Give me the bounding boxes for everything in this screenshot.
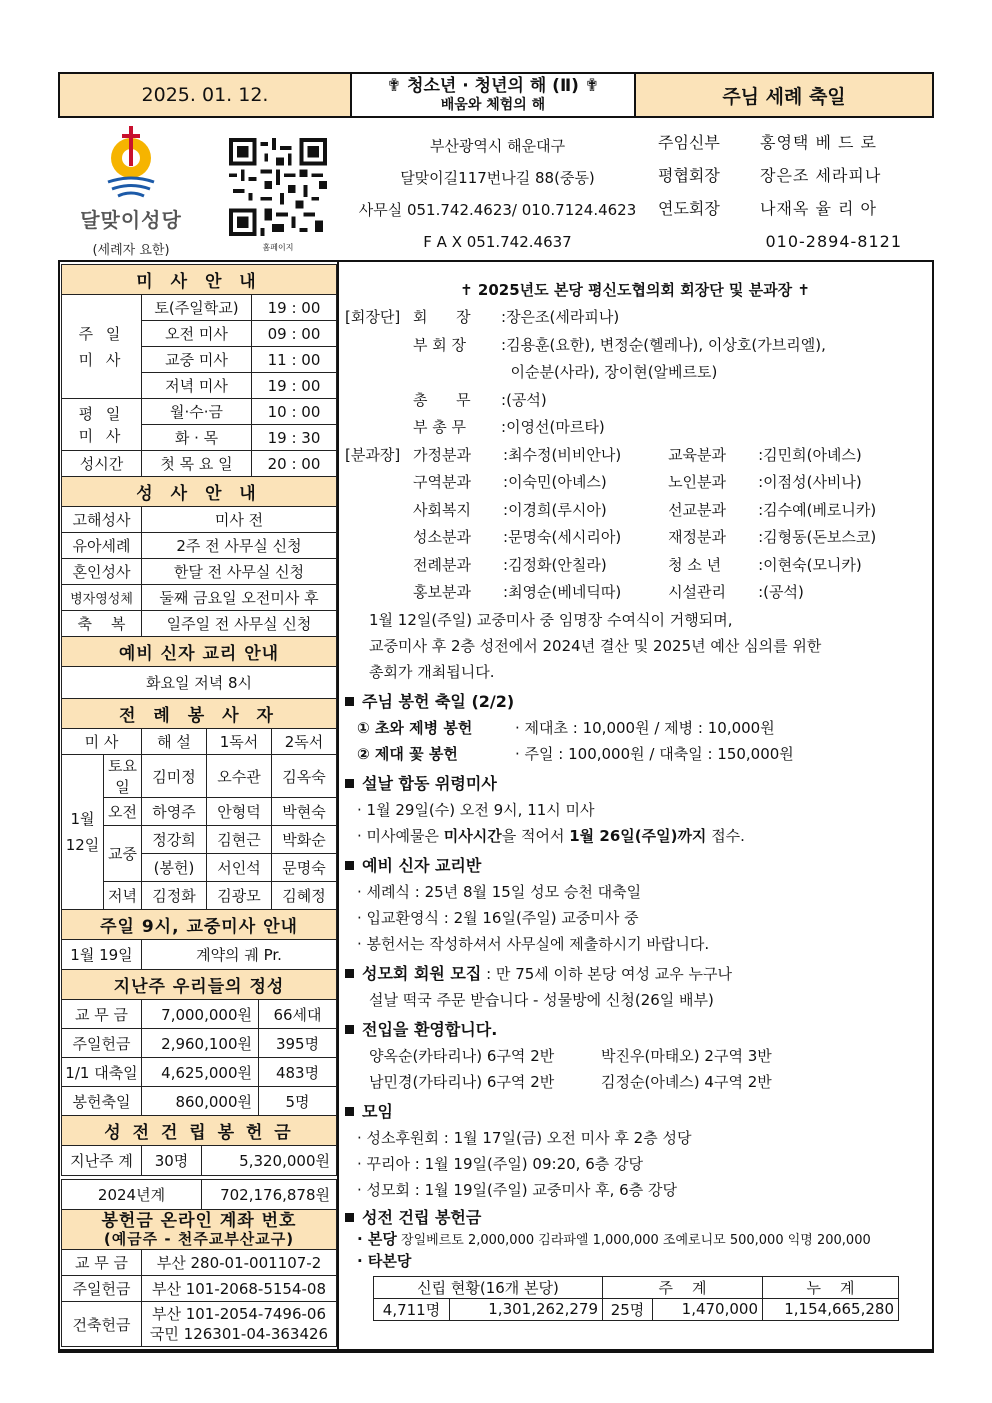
account-number[interactable]: 부산 101-2054-7496-06 bbox=[151, 1305, 327, 1323]
mass-time: 09 : 00 bbox=[252, 321, 337, 347]
div-name: 사회복지 bbox=[413, 500, 471, 519]
exec-role: 회 장 bbox=[413, 308, 471, 326]
div-name: 성소분과 bbox=[413, 528, 471, 546]
offering-kind: 주일헌금 bbox=[62, 1029, 142, 1058]
staff-name: 나재옥 율 리 아 bbox=[760, 199, 877, 218]
div-head: (공석) bbox=[763, 583, 804, 601]
stat-header: 누 계 bbox=[763, 1276, 899, 1298]
offering-kind: 교 무 금 bbox=[62, 1000, 142, 1029]
div-head: 이현숙(모니카) bbox=[763, 555, 862, 574]
div-name: 교육분과 bbox=[668, 445, 727, 464]
liturgy-header: 해 설 bbox=[142, 729, 207, 755]
meeting-item: · 꾸리아 : 1월 19일(주일) 09:20, 6층 강당 bbox=[357, 1154, 643, 1173]
welcome-heading bbox=[345, 1017, 925, 1043]
building-offering-title: 성전 건립 봉헌금 bbox=[362, 1207, 482, 1227]
parish-address bbox=[350, 130, 645, 258]
div-head: 김수예(베로니카) bbox=[763, 500, 877, 519]
sacrament-info: 둘째 금요일 오전미사 후 bbox=[142, 585, 337, 611]
year-theme bbox=[352, 74, 636, 116]
liturgy-header: 1독서 bbox=[207, 729, 272, 755]
building-fund-table bbox=[61, 1115, 337, 1176]
sacrament-info: 2주 전 사무실 신청 bbox=[142, 533, 337, 559]
left-column bbox=[61, 264, 337, 1347]
square-bullet-icon bbox=[345, 861, 354, 870]
sacrament-info: 미사 전 bbox=[142, 507, 337, 533]
exec-name: 이순분(사라), 장이현(알베르토) bbox=[510, 363, 718, 381]
theme-subtitle: 배움와 체험의 해 bbox=[440, 97, 546, 113]
offering-table bbox=[61, 969, 337, 1116]
account-table bbox=[61, 1209, 337, 1347]
sacrament-title: 성 사 안 내 bbox=[62, 477, 337, 507]
mass-title: 미 사 안 내 bbox=[62, 265, 337, 295]
liturgy-reader1: 안형덕 bbox=[207, 798, 272, 826]
div-head: 김형동(돈보스코) bbox=[763, 528, 877, 546]
offering-kind: 1/1 대축일 bbox=[62, 1058, 142, 1087]
stat-value: 1,154,665,280 bbox=[763, 1298, 899, 1320]
holy-hour-label: 성시간 bbox=[62, 451, 142, 477]
parish-staff bbox=[658, 126, 908, 258]
sacrament-name: 병자영성체 bbox=[62, 585, 142, 611]
other-parish-label: · 타본당 bbox=[357, 1251, 412, 1270]
liturgy-commentator: 정강희 bbox=[142, 826, 207, 854]
theme-title: ✟ 청소년 · 청년의 해 (Ⅱ) ✟ bbox=[386, 76, 600, 96]
liturgy-reader2: 김혜정 bbox=[272, 882, 337, 910]
offering-amount: 7,000,000원 bbox=[142, 1000, 259, 1029]
offering-count: 395명 bbox=[259, 1029, 337, 1058]
feast-name: 주님 세례 축일 bbox=[722, 85, 846, 108]
square-bullet-icon bbox=[345, 697, 354, 706]
exec-tag: [회장단] bbox=[345, 308, 401, 326]
liturgy-mass: 교중 bbox=[104, 826, 142, 882]
column-divider bbox=[337, 262, 339, 1351]
div-name: 전례분과 bbox=[413, 555, 471, 574]
office-phone: 사무실 051.742.4623/ 010.7124.4623 bbox=[358, 201, 637, 219]
feast-offering-title: 주님 봉헌 축일 (2/2) bbox=[362, 691, 515, 711]
bottom-rule bbox=[58, 1349, 934, 1351]
liturgy-commentator: 김미정 bbox=[142, 755, 207, 798]
address-line1: 부산광역시 해운대구 bbox=[429, 137, 566, 155]
square-bullet-icon bbox=[345, 969, 354, 978]
catechumen-class-title: 예비 신자 교리반 bbox=[362, 855, 482, 875]
staff-role: 주임신부 bbox=[658, 133, 720, 152]
account-kind: 주일헌금 bbox=[62, 1276, 142, 1302]
account-title: 봉헌금 온라인 계좌 번호 bbox=[101, 1210, 297, 1231]
mass-name: 토(주일학교) bbox=[142, 295, 252, 321]
div-name: 구역분과 bbox=[413, 473, 471, 491]
div-name: 재정분과 bbox=[668, 528, 727, 546]
building-fund-title: 성 전 건 립 봉 헌 금 bbox=[62, 1116, 337, 1146]
lunar-mass-item: · 미사예물은 미사시간을 적어서 1월 26일(주일)까지 접수. bbox=[357, 826, 745, 845]
account-holder: (예금주 - 천주교부산교구) bbox=[103, 1229, 295, 1248]
sacrament-info: 한달 전 사무실 신청 bbox=[142, 559, 337, 585]
meeting-title: 모임 bbox=[362, 1101, 393, 1121]
welcome-row: 남민경(가타리나) 6구역 2반 김정순(아녜스) 4구역 2반 bbox=[369, 1072, 772, 1091]
sacrament-name: 고해성사 bbox=[62, 507, 142, 533]
building-last-amount: 5,320,000원 bbox=[202, 1146, 337, 1176]
sunday9-text: 계약의 궤 Pr. bbox=[142, 940, 337, 970]
liturgy-title: 전 례 봉 사 자 bbox=[62, 699, 337, 729]
staff-name: 장은조 세라피나 bbox=[760, 166, 882, 185]
stat-header: 주 계 bbox=[603, 1276, 763, 1298]
staff-phone: 010-2894-8121 bbox=[765, 232, 902, 251]
offering-amount: 2,960,100원 bbox=[142, 1029, 259, 1058]
offering-title: 지난주 우리들의 정성 bbox=[62, 970, 337, 1000]
qr-caption: 홈페이지 bbox=[262, 243, 294, 252]
div-head: 이숙민(아녜스) bbox=[508, 473, 607, 491]
building-year-label: 2024년계 bbox=[62, 1180, 202, 1210]
exec-name: 장은조(세라피나) bbox=[506, 308, 620, 326]
staff-role: 평협회장 bbox=[658, 166, 720, 185]
liturgy-commentator: 김정화 bbox=[142, 882, 207, 910]
building-year-amount: 702,176,878원 bbox=[202, 1180, 337, 1210]
div-name: 선교분과 bbox=[668, 500, 727, 519]
catechumen-title: 예비 신자 교리 안내 bbox=[62, 637, 337, 667]
fax-number: F A X 051.742.4637 bbox=[423, 233, 572, 251]
parish-emblem-icon bbox=[96, 126, 166, 198]
mass-name: 화 · 목 bbox=[142, 425, 252, 451]
building-last-count: 30명 bbox=[142, 1146, 202, 1176]
liturgy-table bbox=[61, 698, 337, 910]
meeting-heading bbox=[345, 1099, 925, 1125]
exec-role: 부 총 무 bbox=[413, 418, 467, 436]
liturgy-date: 1월 12일 bbox=[62, 755, 104, 910]
liturgy-offering: (봉헌) bbox=[142, 854, 207, 882]
sunday-mass-label: 주 일 미 사 bbox=[62, 295, 142, 399]
parish-logo bbox=[72, 126, 190, 256]
catechumen-item: · 입교환영식 : 2월 16일(주일) 교중미사 중 bbox=[357, 908, 639, 927]
council-notice: 교중미사 후 2층 성전에서 2024년 결산 및 2025년 예산 심의를 위한 bbox=[369, 636, 822, 655]
div-head: 김정화(안칠라) bbox=[508, 555, 607, 574]
meeting-item: · 성소후원회 : 1월 17일(금) 오전 미사 후 2층 성당 bbox=[357, 1128, 692, 1147]
council-title: ✝ 2025년도 본당 평신도협의회 회장단 및 분과장 ✝ bbox=[460, 281, 810, 299]
building-year-table bbox=[61, 1179, 337, 1210]
offering-count: 66세대 bbox=[259, 1000, 337, 1029]
mass-time: 19 : 00 bbox=[252, 373, 337, 399]
staff-role: 연도회장 bbox=[658, 199, 720, 218]
stat-value: 1,301,262,279 bbox=[450, 1298, 603, 1320]
div-name: 가정분과 bbox=[413, 445, 471, 464]
div-head: 최수정(비비안나) bbox=[508, 445, 622, 464]
offering-count: 483명 bbox=[259, 1058, 337, 1087]
feast-offering-heading bbox=[345, 689, 925, 715]
offering-count: 5명 bbox=[259, 1087, 337, 1116]
liturgy-mass: 오전 bbox=[104, 798, 142, 826]
liturgy-reader2: 문명숙 bbox=[272, 854, 337, 882]
mass-name: 오전 미사 bbox=[142, 321, 252, 347]
sacrament-name: 혼인성사 bbox=[62, 559, 142, 585]
sacrament-info: 일주일 전 사무실 신청 bbox=[142, 611, 337, 637]
stat-value: 1,470,000 bbox=[653, 1298, 763, 1320]
div-name: 노인분과 bbox=[668, 473, 727, 491]
welcome-row: 양옥순(카타리나) 6구역 2반 박진우(마태오) 2구역 3반 bbox=[369, 1046, 772, 1065]
mass-time: 11 : 00 bbox=[252, 347, 337, 373]
liturgy-reader1: 서인석 bbox=[207, 854, 272, 882]
sunday9-title: 주일 9시, 교중미사 안내 bbox=[62, 910, 337, 940]
feast-offering-item: ② 제대 꽃 봉헌 · 주일 : 100,000원 / 대축일 : 150,000원 bbox=[357, 744, 794, 763]
address-line2: 달맞이길117번나길 88(중동) bbox=[400, 169, 595, 187]
account-number[interactable]: 부산 101-2068-5154-08 bbox=[142, 1276, 337, 1302]
catechumen-heading bbox=[345, 853, 925, 879]
liturgy-reader1: 김현근 bbox=[207, 826, 272, 854]
homepage-qr[interactable] bbox=[228, 138, 328, 250]
sacrament-name: 유아세례 bbox=[62, 533, 142, 559]
welcome-title: 전입을 환영합니다. bbox=[362, 1019, 498, 1039]
liturgy-commentator: 하영주 bbox=[142, 798, 207, 826]
div-tag: [분과장] bbox=[345, 445, 401, 464]
div-head: 문명숙(세시리아) bbox=[508, 528, 622, 546]
liturgy-header: 미 사 bbox=[62, 729, 142, 755]
catechumen-time: 화요일 저녁 8시 bbox=[62, 667, 337, 699]
sacrament-table bbox=[61, 476, 337, 637]
right-column: ✝ 2025년도 본당 평신도협의회 회장단 및 분과장 ✝ [회장단] 회 장 : 장은조(세라피나) 부 회 장 : 김용훈(요한), 변정순(헬레나), 이상호(가브리엘), 이순분(사라), 장이현(알베르토) 총 무 : (공석) 부 총 무 : 이영선(마르타) [분과장] 가정분과 : 최수정(비비안나) 교육분과 : 김민희(아녜스) 구역분과 : 이숙민(아녜스) 노인분과 : 이점성(사비나) 사회복지 : 이경희(루시아) 선교분과 : 김수예(베로니카) 성소분과 : 문명숙(세시리아) 재정분과 : 김형동(돈보스코) 전례분과 : 김정화(안칠라) 청 소 년 : 이현숙(모니카) 홍보분과 : 최영순(베네딕따) 시설관리 : (공석) 1월 12일(주일) 교중미사 중 임명장 수여식이 거행되며, 교중미사 후 2층 성전에서 2024년 결산 및 2025년 예산 심의를 위한 총회가 개최됩니다. 주님 봉헌 축일 (2/2) ① 초와 제병 봉헌 · 제대초 : 10,000원 / 제병 : 10,000원 ② 제대 꽃 봉헌 · 주일 : 100,000원 / 대축일 : 150,000원 설날 합동 위령미사 · 1월 29일(수) 오전 9시, 11시 미사 · 미사예물은 미사시간을 적어서 1월 26일(주일)까지 접수. 예비 신자 교리반 · 세례식 : 25년 8월 15일 성모 승천 대축일 · 입교환영식 : 2월 16일(주일) 교중미사 중 · 봉헌서는 작성하셔서 사무실에 제출하시기 바랍니다. 성모회 회원 모집 : 만 75세 이하 본당 여성 교우 누구나 설날 떡국 주문 받습니다 - 성물방에 신청(26일 배부) 전입을 환영합니다. 양옥순(카타리나) 6구역 2반 박진우(마태오) 2구역 3반 남민경(가타리나) 6구역 2반 김정순(아녜스) 4구역 2반 모임 · 성소후원회 : 1월 17일(금) 오전 미사 후 2층 성당 · 꾸리아 : 1월 19일(주일) 09:20, 6층 강당 · 성모회 : 1월 19일(주일) 교중미사 후, 6층 강당 성전 건립 봉헌금 · 본당 장일베르토 2,000,000 김라파엘 1,000,000 조예로니모 500,000 익명 200,000 · 타본당 신립 현황(16개 본당) 주 계 누 계 4,711명 1,301,262,279 25명 1,470,000 1,154,665,280 bbox=[345, 276, 925, 1321]
exec-name: (공석) bbox=[506, 390, 547, 409]
div-head: 이점성(사비나) bbox=[763, 473, 862, 491]
mass-time: 19 : 00 bbox=[252, 295, 337, 321]
mother-society-text: : 만 75세 이하 본당 여성 교우 누구나 bbox=[481, 964, 733, 983]
catechumen-item: · 봉헌서는 작성하셔서 사무실에 제출하시기 바랍니다. bbox=[357, 934, 710, 953]
account-numbers bbox=[142, 1302, 337, 1347]
council-notice: 1월 12일(주일) 교중미사 중 임명장 수여식이 거행되며, bbox=[369, 610, 733, 629]
pledge-stat-table bbox=[373, 1276, 899, 1321]
account-number[interactable]: 부산 280-01-001107-2 bbox=[142, 1250, 337, 1276]
liturgy-reader1: 김광모 bbox=[207, 882, 272, 910]
lunar-mass-title: 설날 합동 위령미사 bbox=[362, 773, 497, 793]
offering-amount: 860,000원 bbox=[142, 1087, 259, 1116]
mass-time: 20 : 00 bbox=[252, 451, 337, 477]
div-name: 홍보분과 bbox=[413, 583, 471, 601]
liturgy-reader1: 오수관 bbox=[207, 755, 272, 798]
exec-name: 김용훈(요한), 변정순(헬레나), 이상호(가브리엘), bbox=[506, 335, 826, 354]
offering-kind: 봉헌축일 bbox=[62, 1087, 142, 1116]
square-bullet-icon bbox=[345, 1107, 354, 1116]
building-offering-heading bbox=[345, 1207, 925, 1229]
div-head: 김민희(아녜스) bbox=[763, 445, 862, 464]
account-kind: 교 무 금 bbox=[62, 1250, 142, 1276]
bulletin-date: 2025. 01. 12. bbox=[60, 74, 352, 116]
parish-name: 달맞이성당 bbox=[80, 208, 182, 232]
liturgy-mass: 저녁 bbox=[104, 882, 142, 910]
sacrament-name: 축 복 bbox=[62, 611, 142, 637]
square-bullet-icon bbox=[345, 1025, 354, 1034]
catechumen-item: · 세례식 : 25년 8월 15일 성모 승천 대축일 bbox=[357, 882, 642, 901]
mass-name: 첫 목 요 일 bbox=[142, 451, 252, 477]
parish-patron: (세례자 요한) bbox=[92, 243, 170, 258]
account-kind: 건축헌금 bbox=[62, 1302, 142, 1347]
mother-society-title: 성모회 회원 모집 bbox=[362, 963, 482, 983]
sunday9-date: 1월 19일 bbox=[62, 940, 142, 970]
div-name: 시설관리 bbox=[668, 583, 727, 601]
exec-role: 부 회 장 bbox=[413, 335, 467, 354]
stat-header: 신립 현황(16개 본당) bbox=[374, 1276, 603, 1298]
lunar-mass-heading bbox=[345, 771, 925, 797]
meeting-item: · 성모회 : 1월 19일(주일) 교중미사 후, 6층 강당 bbox=[357, 1180, 677, 1199]
offering-amount: 4,625,000원 bbox=[142, 1058, 259, 1087]
qr-code-icon bbox=[229, 138, 327, 236]
liturgy-mass: 토요일 bbox=[104, 755, 142, 798]
stat-value: 25명 bbox=[603, 1298, 653, 1320]
liturgy-header: 2독서 bbox=[272, 729, 337, 755]
div-name: 청 소 년 bbox=[668, 555, 722, 574]
mass-name: 교중 미사 bbox=[142, 347, 252, 373]
square-bullet-icon bbox=[345, 1213, 354, 1222]
liturgy-reader2: 박화순 bbox=[272, 826, 337, 854]
info-table bbox=[61, 264, 337, 477]
div-head: 최영순(베네딕따) bbox=[508, 583, 622, 601]
liturgy-reader2: 박현숙 bbox=[272, 798, 337, 826]
stat-value: 4,711명 bbox=[374, 1298, 450, 1320]
mother-society-item: 설날 떡국 주문 받습니다 - 성물방에 신청(26일 배부) bbox=[369, 990, 714, 1009]
exec-name: 이영선(마르타) bbox=[506, 418, 605, 436]
mass-name: 월·수·금 bbox=[142, 399, 252, 425]
mother-society-heading bbox=[345, 961, 925, 987]
building-last-label: 지난주 계 bbox=[62, 1146, 142, 1176]
mass-time: 10 : 00 bbox=[252, 399, 337, 425]
sunday9-table bbox=[61, 909, 337, 970]
lunar-mass-item: · 1월 29일(수) 오전 9시, 11시 미사 bbox=[357, 800, 595, 819]
staff-name: 홍영택 베 드 로 bbox=[760, 133, 877, 152]
header-bar bbox=[58, 72, 934, 118]
feast-offering-item: ① 초와 제병 봉헌 · 제대초 : 10,000원 / 제병 : 10,000원 bbox=[357, 718, 775, 737]
square-bullet-icon bbox=[345, 779, 354, 788]
catechumen-table bbox=[61, 636, 337, 699]
mass-time: 19 : 30 bbox=[252, 425, 337, 451]
account-header bbox=[62, 1210, 337, 1250]
exec-role: 총 무 bbox=[413, 390, 471, 409]
council-notice: 총회가 개최됩니다. bbox=[369, 662, 495, 681]
account-number[interactable]: 국민 126301-04-363426 bbox=[149, 1325, 329, 1343]
building-offering-line: · 본당 장일베르토 2,000,000 김라파엘 1,000,000 조예로니모 500,000 익명 200,000 bbox=[357, 1229, 871, 1248]
liturgy-reader2: 김옥숙 bbox=[272, 755, 337, 798]
weekday-mass-label: 평 일 미 사 bbox=[62, 399, 142, 451]
div-head: 이경희(루시아) bbox=[508, 500, 607, 519]
mass-name: 저녁 미사 bbox=[142, 373, 252, 399]
